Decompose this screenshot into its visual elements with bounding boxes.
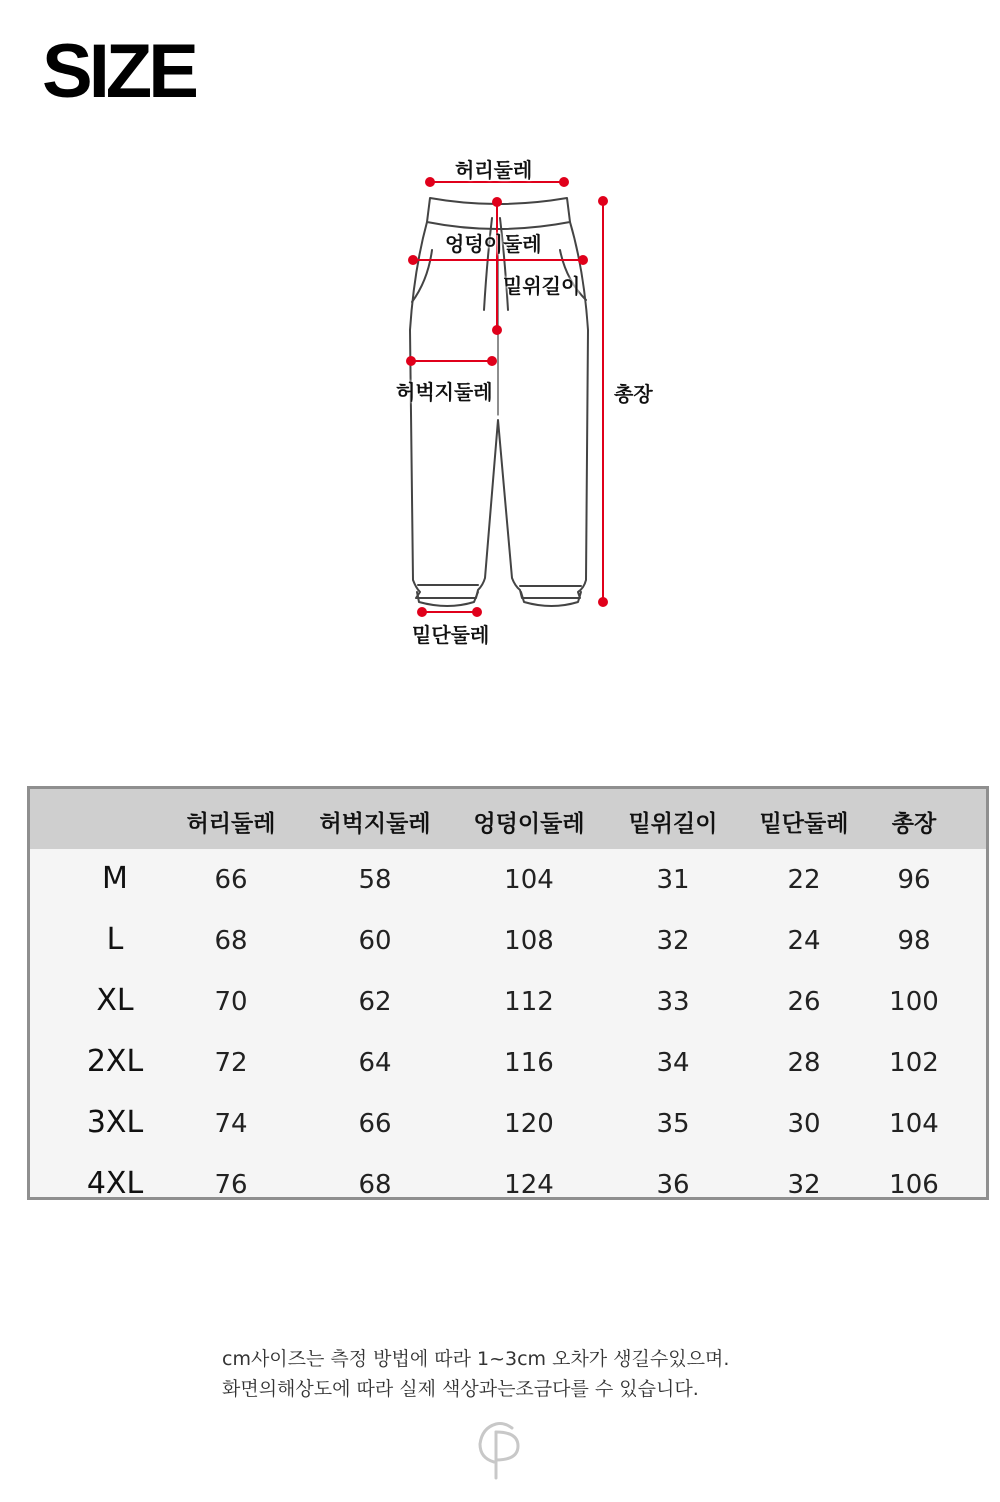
size-cell: XL bbox=[96, 983, 134, 1018]
page-title: SIZE bbox=[42, 29, 195, 114]
size-notes bbox=[222, 1344, 729, 1404]
hem-cell: 24 bbox=[787, 926, 821, 956]
table-row bbox=[30, 849, 986, 909]
label-hip: 엉덩이둘레 bbox=[445, 232, 542, 256]
waist-cell: 66 bbox=[214, 865, 248, 895]
label-hem: 밑단둘레 bbox=[412, 623, 490, 647]
header-hem: 밑단둘레 bbox=[759, 811, 849, 837]
table-row bbox=[30, 1032, 986, 1092]
waist-cell: 70 bbox=[214, 987, 248, 1017]
cp-logo-icon bbox=[474, 1418, 526, 1482]
table-header bbox=[30, 789, 986, 849]
waist-cell: 74 bbox=[214, 1109, 248, 1139]
hip-cell: 124 bbox=[504, 1170, 554, 1200]
size-cell: 3XL bbox=[86, 1105, 144, 1140]
rise-cell: 34 bbox=[656, 1048, 690, 1078]
rise-cell: 35 bbox=[656, 1109, 690, 1139]
header-thigh: 허벅지둘레 bbox=[319, 811, 431, 837]
total-length-cell: 104 bbox=[889, 1109, 939, 1139]
label-rise: 밑위길이 bbox=[503, 274, 581, 298]
size-cell: 2XL bbox=[86, 1044, 144, 1079]
total-length-cell: 100 bbox=[889, 987, 939, 1017]
waist-cell: 68 bbox=[214, 926, 248, 956]
waist-cell: 72 bbox=[214, 1048, 248, 1078]
total-length-cell: 96 bbox=[897, 865, 931, 895]
hip-cell: 104 bbox=[504, 865, 554, 895]
note-line-2: 화면의해상도에 따라 실제 색상과는조금다를 수 있습니다. bbox=[222, 1378, 699, 1400]
size-table bbox=[27, 786, 989, 1200]
rise-cell: 36 bbox=[656, 1170, 690, 1200]
total-length-cell: 98 bbox=[897, 926, 931, 956]
label-total-length: 총장 bbox=[614, 382, 653, 406]
hem-cell: 32 bbox=[787, 1170, 821, 1200]
thigh-cell: 68 bbox=[358, 1170, 392, 1200]
header-waist: 허리둘레 bbox=[186, 811, 276, 837]
total-length-cell: 106 bbox=[889, 1170, 939, 1200]
hip-cell: 112 bbox=[504, 987, 554, 1017]
hip-cell: 116 bbox=[504, 1048, 554, 1078]
thigh-cell: 66 bbox=[358, 1109, 392, 1139]
table-row bbox=[30, 971, 986, 1031]
hem-cell: 22 bbox=[787, 865, 821, 895]
label-thigh: 허벅지둘레 bbox=[396, 380, 493, 404]
table-row bbox=[30, 1154, 986, 1214]
hip-cell: 108 bbox=[504, 926, 554, 956]
size-cell: M bbox=[102, 861, 128, 896]
hem-cell: 30 bbox=[787, 1109, 821, 1139]
size-cell: L bbox=[106, 922, 124, 957]
thigh-cell: 64 bbox=[358, 1048, 392, 1078]
note-line-1: cm사이즈는 측정 방법에 따라 1~3cm 오차가 생길수있으며. bbox=[222, 1348, 730, 1370]
rise-cell: 31 bbox=[656, 865, 690, 895]
label-waist: 허리둘레 bbox=[455, 158, 533, 182]
total-length-cell: 102 bbox=[889, 1048, 939, 1078]
waist-cell: 76 bbox=[214, 1170, 248, 1200]
rise-cell: 33 bbox=[656, 987, 690, 1017]
header-total-length: 총장 bbox=[891, 811, 937, 837]
pants-illustration bbox=[0, 140, 1000, 660]
header-rise: 밑위길이 bbox=[628, 811, 718, 837]
thigh-cell: 60 bbox=[358, 926, 392, 956]
pants-measurement-diagram bbox=[0, 140, 1000, 660]
hip-cell: 120 bbox=[504, 1109, 554, 1139]
table-row bbox=[30, 910, 986, 970]
thigh-cell: 58 bbox=[358, 865, 392, 895]
table-row bbox=[30, 1093, 986, 1153]
size-cell: 4XL bbox=[86, 1166, 144, 1201]
hem-cell: 28 bbox=[787, 1048, 821, 1078]
thigh-cell: 62 bbox=[358, 987, 392, 1017]
rise-cell: 32 bbox=[656, 926, 690, 956]
hem-cell: 26 bbox=[787, 987, 821, 1017]
header-hip: 엉덩이둘레 bbox=[473, 811, 585, 837]
